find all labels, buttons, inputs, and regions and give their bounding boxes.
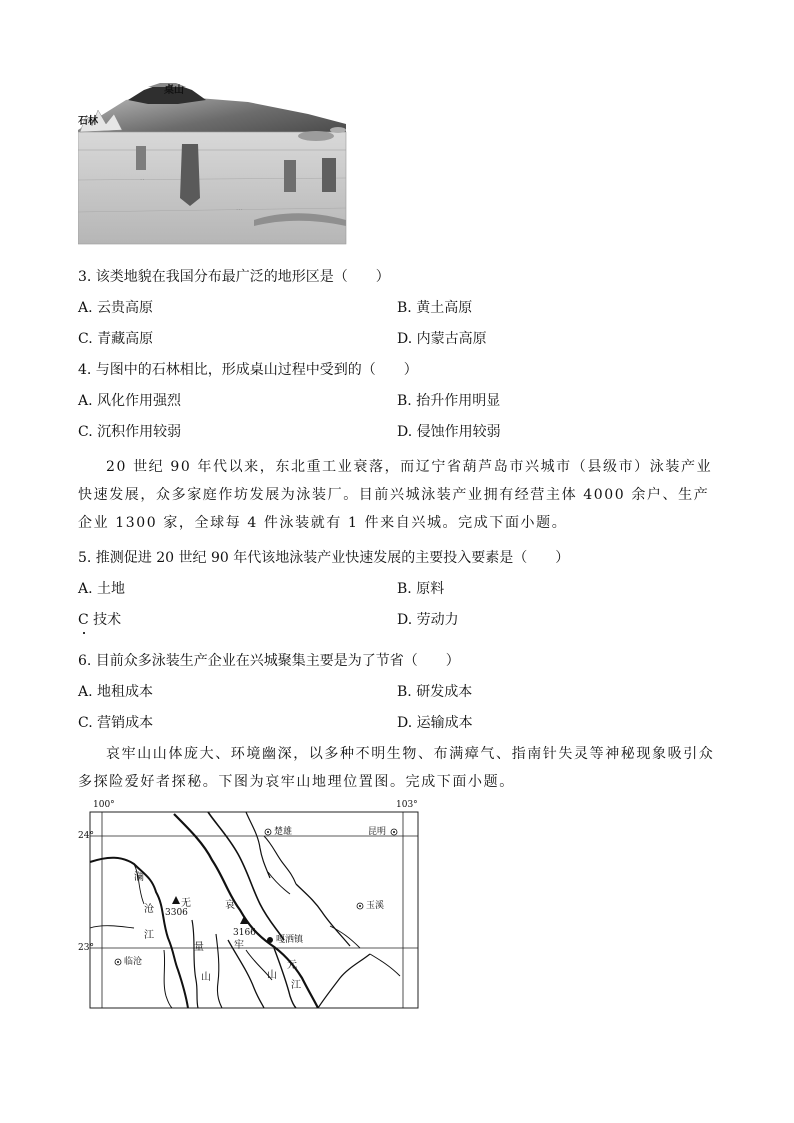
question-3-option-d[interactable]: D. 内蒙古高原 bbox=[397, 331, 487, 347]
peak-elevation-1: 3306 bbox=[165, 908, 188, 918]
question-5-option-a[interactable]: A. 土地 bbox=[78, 581, 126, 597]
mountain-ailao-char-2: 牢 bbox=[234, 940, 244, 951]
label-table-mountain: 桌山 bbox=[164, 85, 184, 96]
passage-ailao-mountain: 哀牢山山体庞大、环境幽深，以多种不明生物、布满瘴气、指南针失灵等神秘现象吸引众多探险爱好者探秘。下图为哀牢山地理位置图。完成下面小题。 bbox=[78, 746, 715, 790]
stray-dot bbox=[83, 632, 85, 634]
city-chuxiong: 楚雄 bbox=[274, 827, 293, 837]
mountain-wuliang-char-2: 量 bbox=[194, 942, 204, 953]
city-lincang: 临沧 bbox=[124, 957, 143, 967]
river-lancang-char-3: 江 bbox=[144, 930, 154, 941]
lat-label-bottom: 23° bbox=[78, 943, 94, 953]
svg-text:··: ·· bbox=[140, 176, 145, 184]
lon-label-right: 103° bbox=[396, 800, 418, 810]
city-yuxi: 玉溪 bbox=[366, 901, 385, 911]
peak-elevation-2: 3166 bbox=[233, 928, 256, 938]
mountain-wuliang-char-3: 山 bbox=[201, 972, 211, 983]
question-5-option-b[interactable]: B. 原料 bbox=[397, 581, 445, 597]
question-6-option-d[interactable]: D. 运输成本 bbox=[397, 715, 473, 731]
lon-label-left: 100° bbox=[93, 800, 115, 810]
river-yuan-char-1: 元 bbox=[287, 960, 297, 971]
question-4-option-d[interactable]: D. 侵蚀作用较弱 bbox=[397, 424, 501, 440]
question-6-stem: 6. 目前众多泳装生产企业在兴城聚集主要是为了节省（ ） bbox=[78, 653, 460, 669]
label-stone-forest: 石林 bbox=[78, 116, 98, 127]
question-5-stem: 5. 推测促进 20 世纪 90 年代该地泳装产业快速发展的主要投入要素是（ ） bbox=[78, 550, 570, 566]
mountain-ailao-char-1: 哀 bbox=[225, 900, 235, 911]
question-6-option-b[interactable]: B. 研发成本 bbox=[397, 684, 473, 700]
question-5-option-d[interactable]: D. 劳动力 bbox=[397, 612, 459, 628]
river-lancang-char-1: 澜 bbox=[134, 872, 144, 883]
question-5-option-c[interactable]: C 技术 bbox=[78, 612, 122, 628]
ailao-location-map bbox=[78, 800, 423, 1012]
question-6-option-a[interactable]: A. 地租成本 bbox=[78, 684, 154, 700]
river-yuan-char-2: 江 bbox=[291, 980, 301, 991]
question-4-option-c[interactable]: C. 沉积作用较弱 bbox=[78, 424, 182, 440]
mountain-wuliang-char-1: 无 bbox=[181, 898, 191, 909]
question-3-stem: 3. 该类地貌在我国分布最广泛的地形区是（ ） bbox=[78, 269, 390, 285]
passage-swimwear: 20 世纪 90 年代以来，东北重工业衰落，而辽宁省葫芦岛市兴城市（县级市）泳装产业快速发展，众多家庭作坊发展为泳装厂。目前兴城泳装产业拥有经营主体 4000 余户、生产企业 1300 家，全球每 4 件泳装就有 1 件来自兴城。完成下面小题。 bbox=[78, 459, 713, 531]
landform-block-diagram bbox=[78, 80, 350, 246]
mountain-ailao-char-3: 山 bbox=[267, 970, 277, 981]
question-4-option-b[interactable]: B. 抬升作用明显 bbox=[397, 393, 501, 409]
river-lancang-char-2: 沧 bbox=[144, 904, 154, 915]
lat-label-top: 24° bbox=[78, 831, 94, 841]
question-4-option-a[interactable]: A. 风化作用强烈 bbox=[78, 393, 182, 409]
svg-text:···: ··· bbox=[236, 206, 243, 214]
landform-block-diagram-svg bbox=[78, 80, 350, 246]
question-6-option-c[interactable]: C. 营销成本 bbox=[78, 715, 154, 731]
question-3-option-b[interactable]: B. 黄土高原 bbox=[397, 300, 473, 316]
question-4-stem: 4. 与图中的石林相比，形成桌山过程中受到的（ ） bbox=[78, 362, 418, 378]
question-3-option-a[interactable]: A. 云贵高原 bbox=[78, 300, 154, 316]
city-gasa: 嘎洒镇 bbox=[276, 935, 304, 945]
question-3-option-c[interactable]: C. 青藏高原 bbox=[78, 331, 154, 347]
city-kunming: 昆明 bbox=[368, 827, 387, 837]
